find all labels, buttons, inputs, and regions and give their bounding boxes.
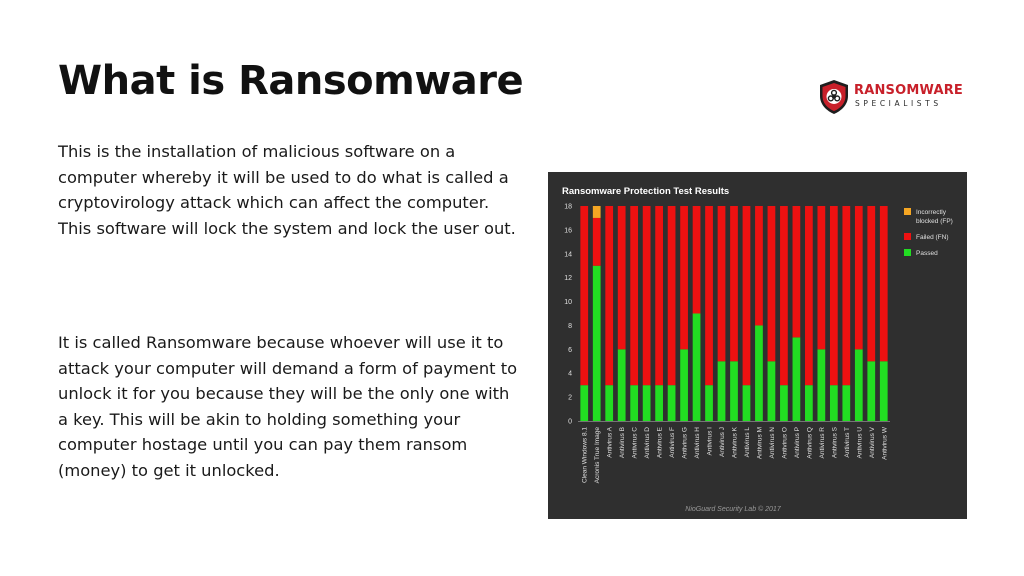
bar-segment <box>730 206 738 361</box>
x-tick-label: Antivirus V <box>868 427 876 459</box>
legend-label: Incorrectly blocked (FP) <box>916 209 953 225</box>
legend-swatch <box>904 249 911 256</box>
y-tick-label: 2 <box>568 394 572 402</box>
bar-segment <box>643 206 651 385</box>
bar-segment <box>817 206 825 349</box>
bar-segment <box>830 385 838 421</box>
x-tick-label: Antivirus D <box>644 427 652 459</box>
x-tick-label: Antivirus L <box>743 427 751 458</box>
x-tick-label: Antivirus G <box>681 427 689 459</box>
x-tick-label: Antivirus W <box>881 427 889 460</box>
x-tick-label: Antivirus F <box>669 427 677 458</box>
bar-segment <box>780 385 788 421</box>
y-tick-label: 6 <box>568 346 572 354</box>
bar-segment <box>693 206 701 314</box>
bar-segment <box>755 325 763 421</box>
bar-segment <box>655 206 663 385</box>
bar-segment <box>730 361 738 421</box>
bar-segment <box>593 218 601 266</box>
y-tick-label: 8 <box>568 322 572 330</box>
y-tick-label: 4 <box>568 370 572 378</box>
bar-segment <box>618 206 626 349</box>
bar-segment <box>668 385 676 421</box>
bar-segment <box>743 206 751 385</box>
logo-text-specialists: SPECIALISTS <box>855 99 942 108</box>
bar-segment <box>593 206 601 218</box>
x-tick-label: Antivirus C <box>631 427 639 459</box>
x-tick-label: Antivirus R <box>818 427 826 459</box>
bar-segment <box>805 385 813 421</box>
bar-segment <box>880 206 888 361</box>
bar-segment <box>580 385 588 421</box>
x-tick-label: Antivirus U <box>856 427 864 459</box>
bar-segment <box>842 385 850 421</box>
chart-title: Ransomware Protection Test Results <box>562 186 730 197</box>
bar-segment <box>855 349 863 421</box>
bar-segment <box>618 349 626 421</box>
x-tick-label: Antivirus Q <box>806 427 814 459</box>
y-tick-label: 0 <box>568 418 572 426</box>
x-tick-label: Antivirus I <box>706 427 714 456</box>
logo-text-ransomware: RANSOMWARE <box>854 83 964 98</box>
bar-segment <box>643 385 651 421</box>
paragraph-definition: This is the installation of malicious software on a computer whereby it will be used to do what is called a cryptovirology attack which can affect the computer. This software will lock the system and lock the user out. <box>58 142 516 238</box>
bar-segment <box>580 206 588 385</box>
bar-segment <box>743 385 751 421</box>
bar-segment <box>630 206 638 385</box>
shield-biohazard-icon <box>818 79 850 115</box>
x-tick-label: Antivirus H <box>694 427 702 459</box>
bar-segment <box>830 206 838 385</box>
y-tick-label: 16 <box>564 227 572 235</box>
bar-segment <box>805 206 813 385</box>
bar-segment <box>693 314 701 422</box>
legend-label: Passed <box>916 250 938 257</box>
legend-label: Failed (FN) <box>916 234 949 241</box>
x-tick-label: Antivirus O <box>781 427 789 459</box>
bar-segment <box>780 206 788 385</box>
bar-segment <box>705 385 713 421</box>
page-title: What is Ransomware <box>58 58 524 104</box>
x-tick-label: Antivirus B <box>619 427 627 459</box>
bar-segment <box>680 349 688 421</box>
x-tick-label: Antivirus S <box>831 427 839 459</box>
company-logo <box>818 79 964 115</box>
x-tick-label: Antivirus E <box>656 427 664 459</box>
x-tick-label: Antivirus M <box>756 427 764 460</box>
bar-segment <box>855 206 863 349</box>
bar-segment <box>605 385 613 421</box>
bar-segment <box>668 206 676 385</box>
bar-segment <box>867 361 875 421</box>
bar-segment <box>718 361 726 421</box>
bar-segment <box>655 385 663 421</box>
y-tick-label: 14 <box>564 251 572 259</box>
bar-segment <box>793 337 801 421</box>
chart-footer: NioGuard Security Lab © 2017 <box>685 506 781 513</box>
y-tick-label: 18 <box>564 203 572 211</box>
bar-segment <box>842 206 850 385</box>
x-tick-label: Acronis True Image <box>594 427 602 484</box>
legend-swatch <box>904 233 911 240</box>
x-tick-label: Antivirus J <box>719 427 727 457</box>
protection-test-chart <box>548 172 967 519</box>
bar-segment <box>630 385 638 421</box>
bar-segment <box>768 206 776 361</box>
bar-segment <box>718 206 726 361</box>
y-tick-label: 12 <box>564 275 572 283</box>
x-tick-label: Antivirus P <box>793 427 801 459</box>
paragraph-explanation: It is called Ransomware because whoever will use it to attack your computer will demand a form of payment to unlock it for you because they will be the only one with a key. This will be akin to holding something your computer hostage until you can pay them ransom (money) to get it unlocked. <box>58 333 518 480</box>
y-tick-label: 10 <box>564 299 572 307</box>
x-tick-label: Antivirus K <box>731 427 739 459</box>
bar-segment <box>880 361 888 421</box>
x-tick-label: Antivirus T <box>843 427 851 458</box>
bar-segment <box>867 206 875 361</box>
chart-panel <box>548 172 967 519</box>
x-tick-label: Antivirus N <box>768 427 776 459</box>
bar-segment <box>793 206 801 337</box>
bar-segment <box>680 206 688 349</box>
bar-segment <box>768 361 776 421</box>
legend-swatch <box>904 208 911 215</box>
bar-segment <box>705 206 713 385</box>
x-tick-label: Antivirus A <box>606 427 614 458</box>
bar-segment <box>605 206 613 385</box>
x-tick-label: Clean Windows 8.1 <box>581 427 589 483</box>
bar-segment <box>593 266 601 421</box>
bar-segment <box>817 349 825 421</box>
bar-segment <box>755 206 763 325</box>
